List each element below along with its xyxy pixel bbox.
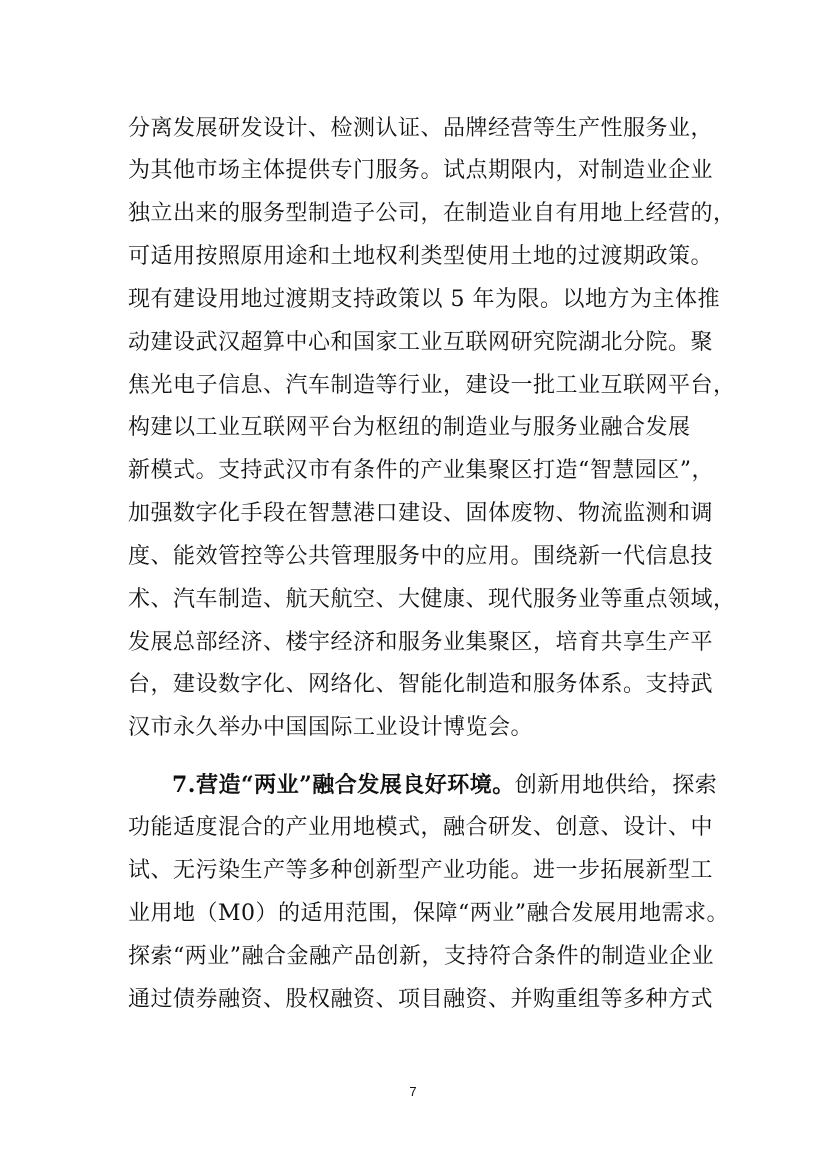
body-line: 新模式。支持武汉市有条件的产业集聚区打造“智慧园区”， bbox=[128, 458, 714, 483]
body-line: 探索“两业”融合金融产品创新，支持符合条件的制造业企业 bbox=[128, 944, 714, 969]
body-line: 发展总部经济、楼宇经济和服务业集聚区，培育共享生产平 bbox=[128, 630, 714, 655]
body-line: 焦光电子信息、汽车制造等行业，建设一批工业互联网平台， bbox=[128, 373, 736, 398]
body-line: 现有建设用地过渡期支持政策以 5 年为限。以地方为主体推 bbox=[128, 287, 720, 312]
body-line: 度、能效管控等公共管理服务中的应用。围绕新一代信息技 bbox=[128, 544, 714, 569]
body-line: 构建以工业互联网平台为枢纽的制造业与服务业融合发展 bbox=[128, 415, 691, 440]
body-line: 台，建设数字化、网络化、智能化制造和服务体系。支持武 bbox=[128, 672, 714, 697]
body-line: 业用地（M0）的适用范围，保障“两业”融合发展用地需求。 bbox=[128, 901, 730, 926]
body-line: 独立出来的服务型制造子公司，在制造业自有用地上经营的， bbox=[128, 201, 736, 226]
page-number: 7 bbox=[409, 1084, 417, 1099]
body-line: 术、汽车制造、航天航空、大健康、现代服务业等重点领域， bbox=[128, 587, 736, 612]
body-line: 动建设武汉超算中心和国家工业互联网研究院湖北分院。聚 bbox=[128, 330, 714, 355]
section-7-heading: 7.营造“两业”融合发展良好环境。 bbox=[172, 772, 515, 798]
section-7-first-line bbox=[172, 770, 752, 801]
body-line: 试、无污染生产等多种创新型产业功能。进一步拓展新型工 bbox=[128, 858, 714, 883]
body-line: 分离发展研发设计、检测认证、品牌经营等生产性服务业， bbox=[128, 116, 714, 141]
body-line: 为其他市场主体提供专门服务。试点期限内，对制造业企业 bbox=[128, 158, 714, 183]
body-line: 可适用按照原用途和土地权利类型使用土地的过渡期政策。 bbox=[128, 244, 714, 269]
body-line: 加强数字化手段在智慧港口建设、固体废物、物流监测和调 bbox=[128, 501, 714, 526]
body-line: 通过债券融资、股权融资、项目融资、并购重组等多种方式 bbox=[128, 987, 714, 1012]
body-line: 功能适度混合的产业用地模式，融合研发、创意、设计、中 bbox=[128, 815, 714, 840]
section-7-first-line-text: 创新用地供给，探索 bbox=[514, 773, 718, 798]
body-line: 汉市永久举办中国国际工业设计博览会。 bbox=[128, 715, 534, 740]
